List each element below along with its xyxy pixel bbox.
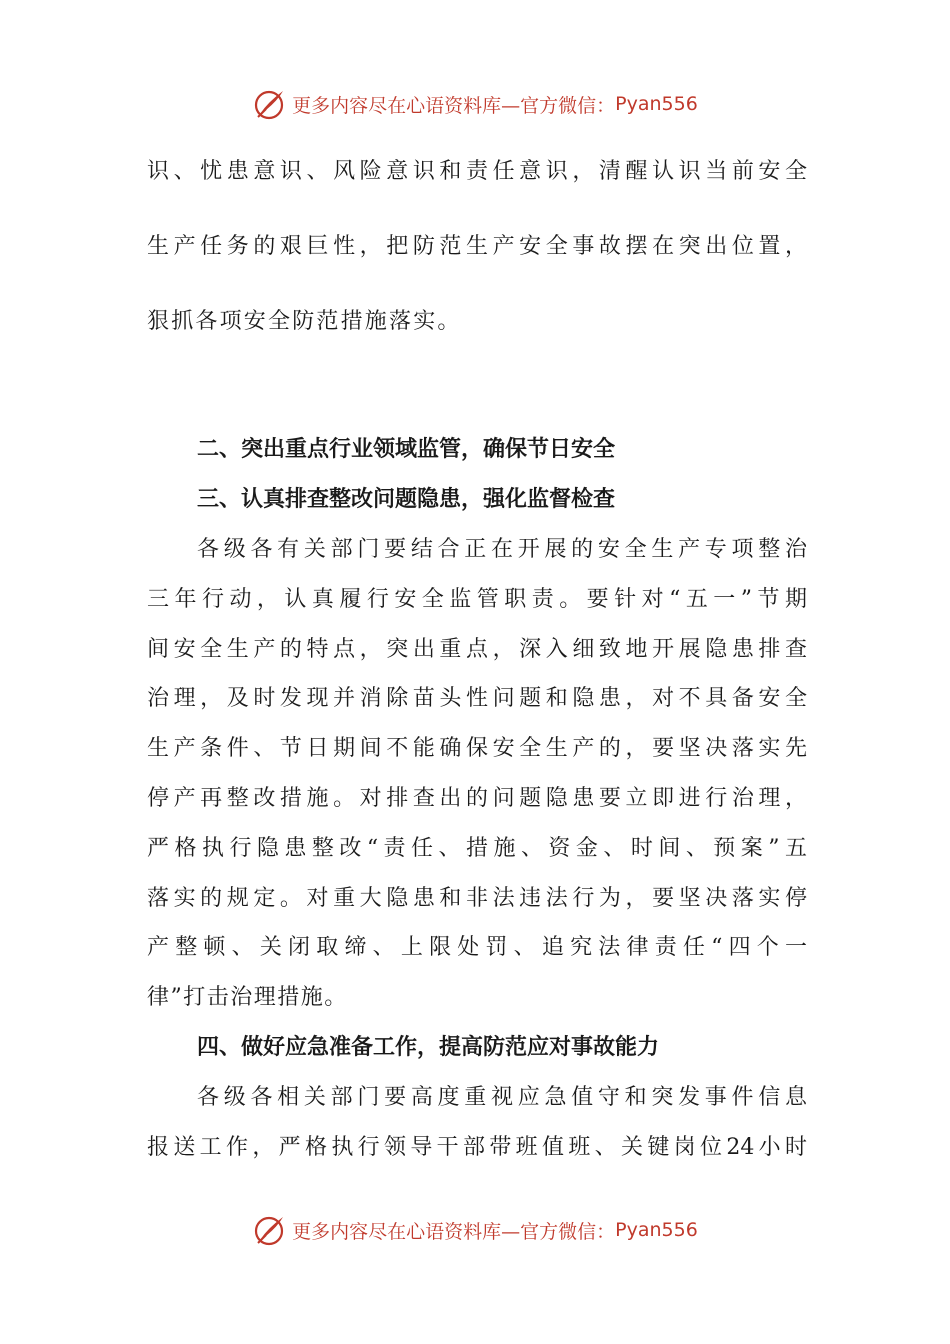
quill-logo-icon — [252, 86, 288, 122]
section-heading-4: 四、做好应急准备工作，提高防范应对事故能力 — [197, 1035, 660, 1060]
body-line: 报送工作，严格执行领导干部带班值班、关键岗位24小时 — [147, 1135, 807, 1160]
watermark-handle: Pyan556 — [615, 1219, 698, 1241]
body-line: 生产任务的艰巨性，把防范生产安全事故摆在突出位置， — [147, 234, 807, 259]
section-heading-3: 三、认真排查整改问题隐患，强化监督检查 — [197, 487, 616, 512]
body-line: 三年行动，认真履行安全监管职责。要针对“五一”节期 — [147, 587, 807, 612]
body-line: 停产再整改措施。对排查出的问题隐患要立即进行治理， — [147, 786, 807, 811]
body-line: 识、忧患意识、风险意识和责任意识，清醒认识当前安全 — [147, 159, 807, 184]
body-line: 产整顿、关闭取缔、上限处罚、追究法律责任“四个一 — [147, 935, 807, 960]
watermark-text: 更多内容尽在心语资料库—官方微信： — [292, 1220, 616, 1243]
body-line: 间安全生产的特点，突出重点，深入细致地开展隐患排查 — [147, 637, 807, 662]
watermark-footer — [0, 1210, 950, 1250]
watermark-text: 更多内容尽在心语资料库—官方微信： — [292, 94, 616, 117]
section-heading-2: 二、突出重点行业领域监管，确保节日安全 — [197, 437, 616, 462]
body-line: 狠抓各项安全防范措施落实。 — [147, 309, 462, 334]
watermark-handle: Pyan556 — [615, 93, 698, 115]
body-line: 各级各有关部门要结合正在开展的安全生产专项整治 — [197, 537, 807, 562]
quill-logo-icon — [252, 1212, 288, 1248]
body-line: 落实的规定。对重大隐患和非法违法行为，要坚决落实停 — [147, 886, 807, 911]
body-line: 各级各相关部门要高度重视应急值守和突发事件信息 — [197, 1085, 807, 1110]
body-line: 治理，及时发现并消除苗头性问题和隐患，对不具备安全 — [147, 686, 807, 711]
body-line: 律”打击治理措施。 — [147, 985, 348, 1010]
body-line: 生产条件、节日期间不能确保安全生产的，要坚决落实先 — [147, 736, 807, 761]
body-line: 严格执行隐患整改“责任、措施、资金、时间、预案”五 — [147, 836, 807, 861]
watermark-header — [0, 84, 950, 124]
